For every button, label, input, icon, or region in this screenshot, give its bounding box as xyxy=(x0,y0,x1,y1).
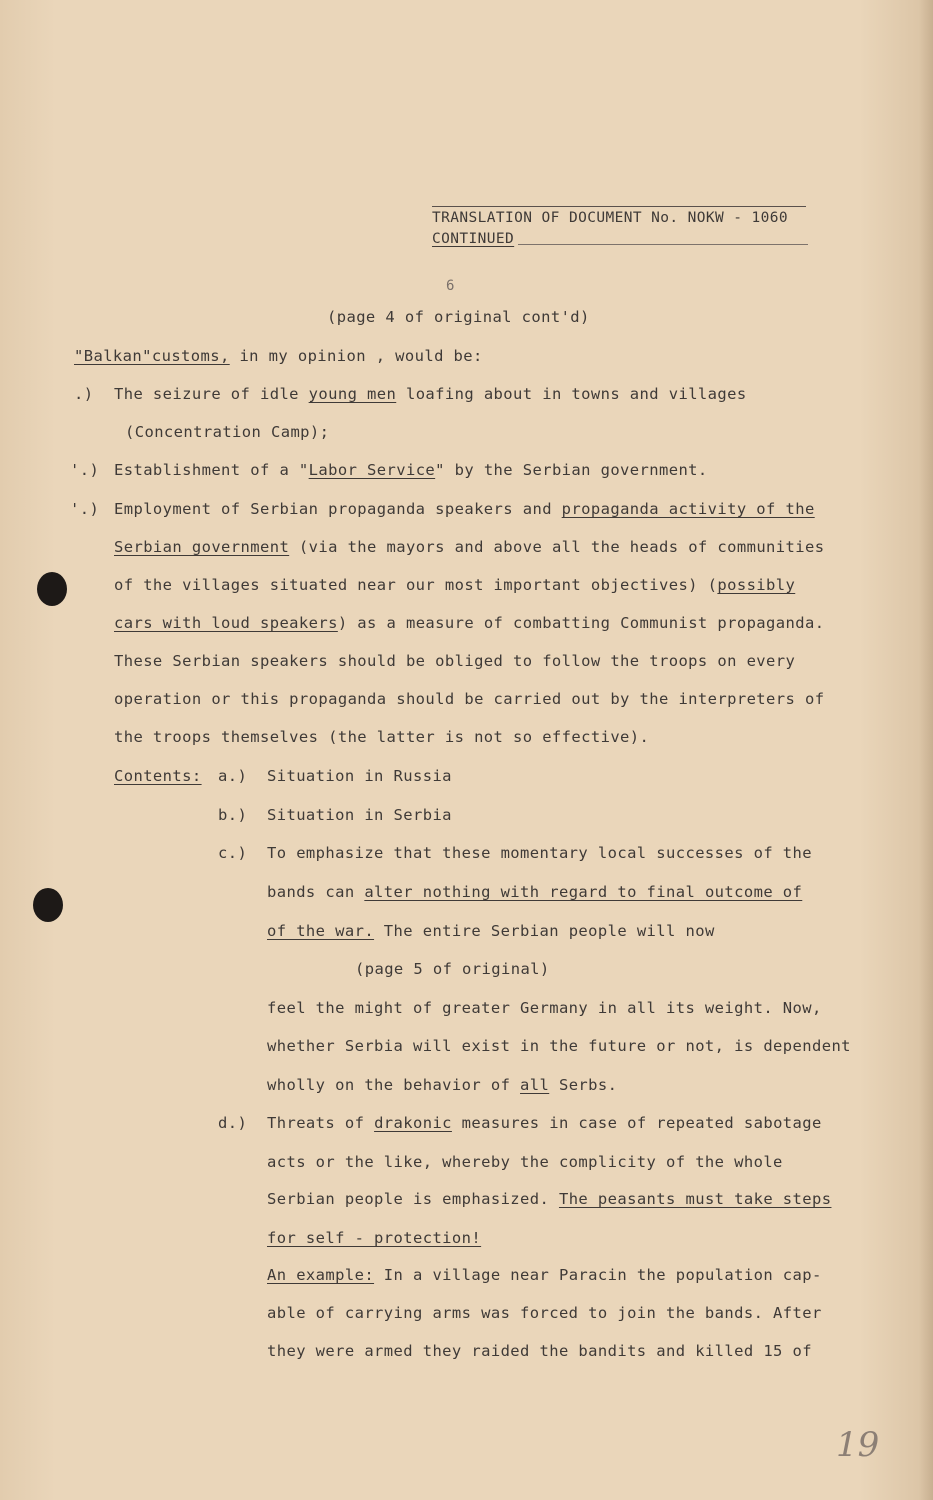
item1-line1-b: loafing about in towns and villages xyxy=(396,385,747,403)
contents-c-line6-underlined: all xyxy=(520,1076,550,1094)
contents-d-line3-underlined: The peasants must take steps xyxy=(558,1190,832,1208)
header-rule-top xyxy=(432,206,806,207)
item3-line2 xyxy=(114,537,824,557)
contents-d-line5 xyxy=(267,1265,822,1285)
item1-marker: .) xyxy=(74,385,94,403)
contents-d-line1-b: measures in case of repeated sabotage xyxy=(451,1114,822,1132)
contents-c-line2 xyxy=(267,882,802,902)
contents-d-line2: acts or the like, whereby the complicity of the whole xyxy=(267,1153,783,1171)
contents-c-line6-b: Serbs. xyxy=(549,1076,618,1094)
contents-a-marker: a.) xyxy=(218,767,248,785)
item2-line1-a: Establishment of a " xyxy=(114,461,309,479)
contents-d-line6: able of carrying arms was forced to join the bands. After xyxy=(267,1304,822,1322)
contents-a-text: Situation in Russia xyxy=(267,767,452,785)
item3-line5: These Serbian speakers should be obliged to follow the troops on every xyxy=(114,652,796,670)
intro-rest: in my opinion , would be: xyxy=(229,347,483,365)
item3-line4-underlined: cars with loud speakers xyxy=(114,614,338,632)
page-ref-middle: (page 5 of original) xyxy=(355,960,550,978)
contents-d-line5-b: In a village near Paracin the population cap- xyxy=(374,1266,822,1284)
item3-line4 xyxy=(114,613,824,633)
contents-d-line4: for self - protection! xyxy=(267,1229,482,1247)
item3-line2-b: (via the mayors and above all the heads of communities xyxy=(289,538,825,556)
item3-line1-underlined: propaganda activity of the xyxy=(561,500,815,518)
contents-d-line3 xyxy=(267,1189,831,1209)
intro-line xyxy=(74,346,483,366)
punch-hole-top xyxy=(37,572,67,606)
page-edge-shadow xyxy=(919,0,933,1500)
intro-balkan-customs: "Balkan"customs, xyxy=(74,347,230,365)
header-rule-bottom xyxy=(518,244,808,245)
item3-line1-a: Employment of Serbian propaganda speakers and xyxy=(114,500,562,518)
contents-d-line1 xyxy=(267,1113,822,1133)
contents-d-line1-underlined: drakonic xyxy=(374,1114,452,1132)
item1-line1 xyxy=(114,384,747,404)
page-number: 6 xyxy=(446,278,455,294)
contents-c-line6-a: wholly on the behavior of xyxy=(267,1076,521,1094)
contents-c-line6 xyxy=(267,1075,617,1095)
contents-b-marker: b.) xyxy=(218,806,248,824)
item1-line1-underlined: young men xyxy=(308,385,397,403)
item2-line1 xyxy=(114,460,708,480)
contents-d-line1-a: Threats of xyxy=(267,1114,375,1132)
item2-line1-b: " by the Serbian government. xyxy=(435,461,708,479)
contents-b-text: Situation in Serbia xyxy=(267,806,452,824)
item3-line6: operation or this propaganda should be carried out by the interpreters of xyxy=(114,690,825,708)
contents-d-line7: they were armed they raided the bandits and killed 15 of xyxy=(267,1342,812,1360)
contents-c-marker: c.) xyxy=(218,844,248,862)
item2-marker: '.) xyxy=(70,461,100,479)
item3-line3 xyxy=(114,575,795,595)
item3-line4-b: ) as a measure of combatting Communist propaganda. xyxy=(337,614,825,632)
contents-c-line1: To emphasize that these momentary local successes of the xyxy=(267,844,812,862)
example-label: An example: xyxy=(267,1266,375,1284)
item3-line1 xyxy=(114,499,815,519)
item1-line1-a: The seizure of idle xyxy=(114,385,309,403)
item1-line2: (Concentration Camp); xyxy=(125,423,330,441)
contents-d-line3-a: Serbian people is emphasized. xyxy=(267,1190,559,1208)
punch-hole-bottom xyxy=(33,888,63,922)
handwritten-page-number: 19 xyxy=(836,1425,880,1465)
header-title-line2: CONTINUED xyxy=(432,231,515,247)
contents-c-line2-a: bands can xyxy=(267,883,365,901)
contents-d-marker: d.) xyxy=(218,1114,248,1132)
contents-c-line3-b: The entire Serbian people will now xyxy=(374,922,715,940)
item3-line3-a: of the villages situated near our most important objectives) ( xyxy=(114,576,718,594)
contents-label: Contents: xyxy=(114,767,202,785)
item3-line3-underlined: possibly xyxy=(717,576,796,594)
contents-c-line2-underlined: alter nothing with regard to final outcome of xyxy=(364,883,803,901)
item3-line7: the troops themselves (the latter is not so effective). xyxy=(114,728,650,746)
header-title-line1: TRANSLATION OF DOCUMENT No. NOKW - 1060 xyxy=(432,210,789,226)
item3-marker: '.) xyxy=(70,500,100,518)
contents-c-line3-underlined: of the war. xyxy=(267,922,375,940)
page-ref-top: (page 4 of original cont'd) xyxy=(327,308,590,326)
item3-line2-underlined: Serbian government xyxy=(114,538,290,556)
contents-c-line5: whether Serbia will exist in the future or not, is dependent xyxy=(267,1037,851,1055)
contents-c-line4: feel the might of greater Germany in all its weight. Now, xyxy=(267,999,822,1017)
item2-line1-underlined: Labor Service xyxy=(308,461,436,479)
contents-c-line3 xyxy=(267,921,715,941)
